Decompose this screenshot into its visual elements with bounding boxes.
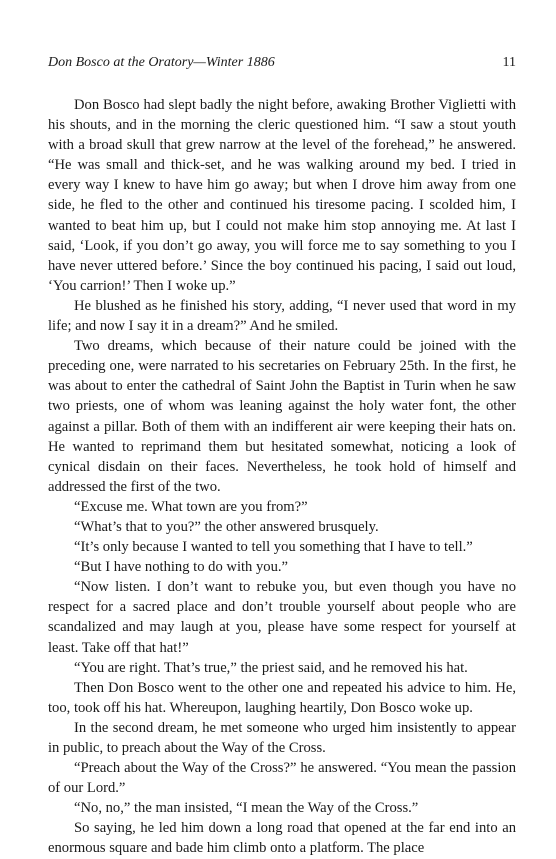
paragraph: “It’s only because I wanted to tell you something that I have to tell.” <box>74 539 473 556</box>
paragraph: “What’s that to you?” the other answered brusquely. <box>74 518 379 535</box>
paragraph: “Preach about the Way of the Cross?” he answered. “You mean the passion of our Lord.” <box>48 760 516 797</box>
running-title: Don Bosco at the Oratory—Winter 1886 <box>48 55 275 70</box>
paragraph: Two dreams, which because of their nature could be joined with the preceding one, were narrated to his secretaries on February 25th. In the first, he was about to enter the cathedral of Saint John the Baptist in Turin when he saw two priests, one of whom was leaning against the holy water font, the other against a pillar. Both of them with an indifferent air were keeping their hats on. He wanted to reprimand them but hesitated somewhat, noticing a look of cynical disdain on their faces. Nevertheless, he took hold of himself and addressed the first of the two. <box>48 338 516 495</box>
paragraph: “But I have nothing to do with you.” <box>74 559 289 576</box>
paragraph: Then Don Bosco went to the other one and repeated his advice to him. He, too, took off his hat. Whereupon, laughing heartily, Don Bosco woke up. <box>48 679 516 716</box>
page-number: 11 <box>502 55 516 70</box>
paragraph: “Now listen. I don’t want to rebuke you, but even though you have no respect for a sacred place and don’t trouble yourself about people who are scandalized and may laugh at you, please have some respect for yourself at least. Take off that hat!” <box>48 579 516 656</box>
running-head <box>48 54 516 72</box>
paragraph: “No, no,” the man insisted, “I mean the Way of the Cross.” <box>74 800 419 817</box>
paragraph: “You are right. That’s true,” the priest said, and he removed his hat. <box>74 659 468 676</box>
paragraph: He blushed as he finished his story, adding, “I never used that word in my life; and now I say it in a dream?” And he smiled. <box>48 297 516 335</box>
body-text <box>48 95 516 859</box>
paragraph: Don Bosco had slept badly the night before, awaking Brother Viglietti with his shouts, and in the morning the cleric questioned him. “I saw a stout youth with a broad skull that grew narrow at the level of the forehead,” he answered. “He was small and thick-set, and he was walking around my bed. I tried in every way I knew to have him go away; but when I drove him away from one side, he fled to the other and continued his tiresome pacing. I scolded him, I wanted to beat him up, but I could not make him stop annoying me. At last I said, ‘Look, if you don’t go away, you will force me to say something to you I have never uttered before.’ Since the boy continued his pacing, I said out loud, ‘You carrion!’ Then I woke up.” <box>48 97 516 294</box>
paragraph: In the second dream, he met someone who urged him insistently to appear in public, to preach about the Way of the Cross. <box>48 719 516 756</box>
paragraph: “Excuse me. What town are you from?” <box>74 498 308 515</box>
book-page <box>48 0 516 857</box>
paragraph: So saying, he led him down a long road that opened at the far end into an enormous square and bade him climb onto a platform. The place <box>48 820 516 857</box>
